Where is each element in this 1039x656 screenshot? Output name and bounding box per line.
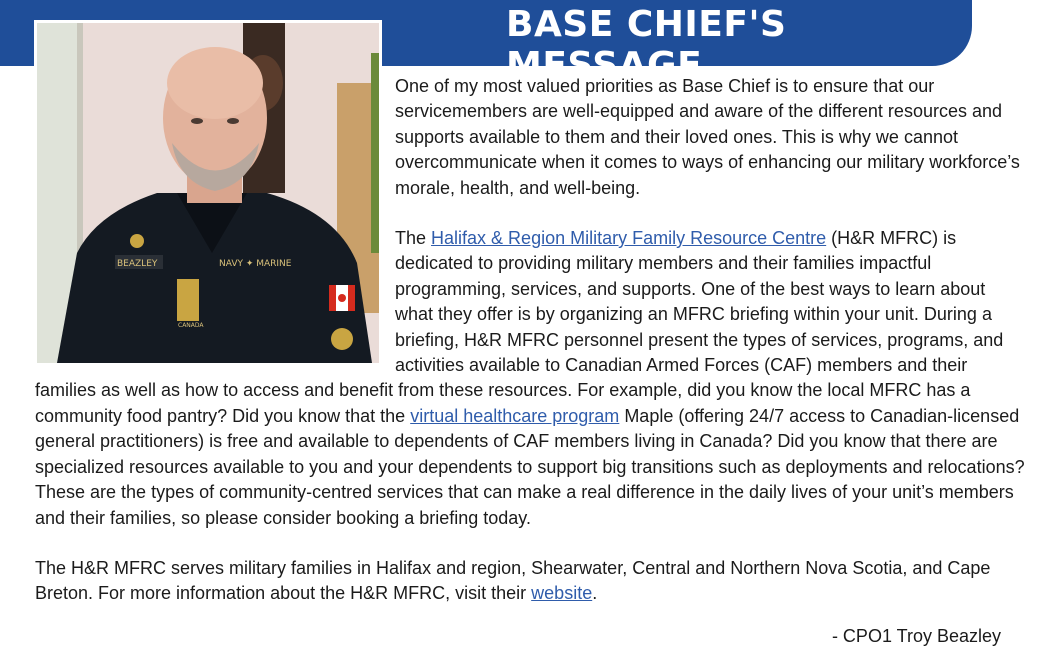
shoulder-tag: NAVY ✦ MARINE — [219, 259, 292, 269]
page-title: BASE CHIEF'S MESSAGE — [506, 4, 787, 86]
mfrc-link[interactable]: Halifax & Region Military Family Resource Centre — [431, 228, 827, 249]
badge-label: CANADA — [178, 322, 204, 329]
photo-spacer — [35, 74, 395, 374]
website-link[interactable]: website — [531, 583, 593, 604]
paragraph-text: The H&R MFRC serves military families in Halifax and region, Shearwater, Central and Northern Nova Scotia, and Cape Breton. For more information about the H&R MFRC, visit their — [35, 557, 991, 604]
article-body — [35, 74, 1025, 632]
paragraph-text: . — [592, 583, 598, 604]
virtual-healthcare-link[interactable]: virtual healthcare program — [410, 405, 620, 426]
paragraph-intro: One of my most valued priorities as Base Chief is to ensure that our servicemembers are well-equipped and aware of the different resources and supports available to them and their loved ones. This is why we cannot overcommunicate when it comes to ways of enhancing our military workforce’s morale, health, and well-being. — [395, 76, 1020, 198]
paragraph-text: Maple (offering 24/7 access to Canadian-licensed general practitioners) is free and available to dependents of CAF members living in Canada? Did you know that there are specialized resources available to you and your dependents to support big transitions such as deployments and relocations? These are the types of community-centred services that can make a real difference in the daily lives of your unit’s members and their families, so please consider booking a briefing today. — [35, 405, 1025, 528]
paragraph-closing — [35, 556, 1025, 607]
signature: - CPO1 Troy Beazley — [831, 626, 1001, 646]
name-tag: BEAZLEY — [117, 259, 158, 269]
paragraph-text: The — [395, 228, 432, 249]
paragraph-text: (H&R MFRC) is dedicated to providing military members and their families impactful programming, services, and supports. One of the best ways to learn about what they offer is by organizing an MFRC briefing within your unit. During a briefing, H&R MFRC personnel present the types of services, programs, and activities available to Canadian Armed Forces (CAF) members and their families as well as how to access and benefit from these resources. For example, did you know the local MFRC has a community food pantry? Did you know that the — [35, 228, 1004, 426]
